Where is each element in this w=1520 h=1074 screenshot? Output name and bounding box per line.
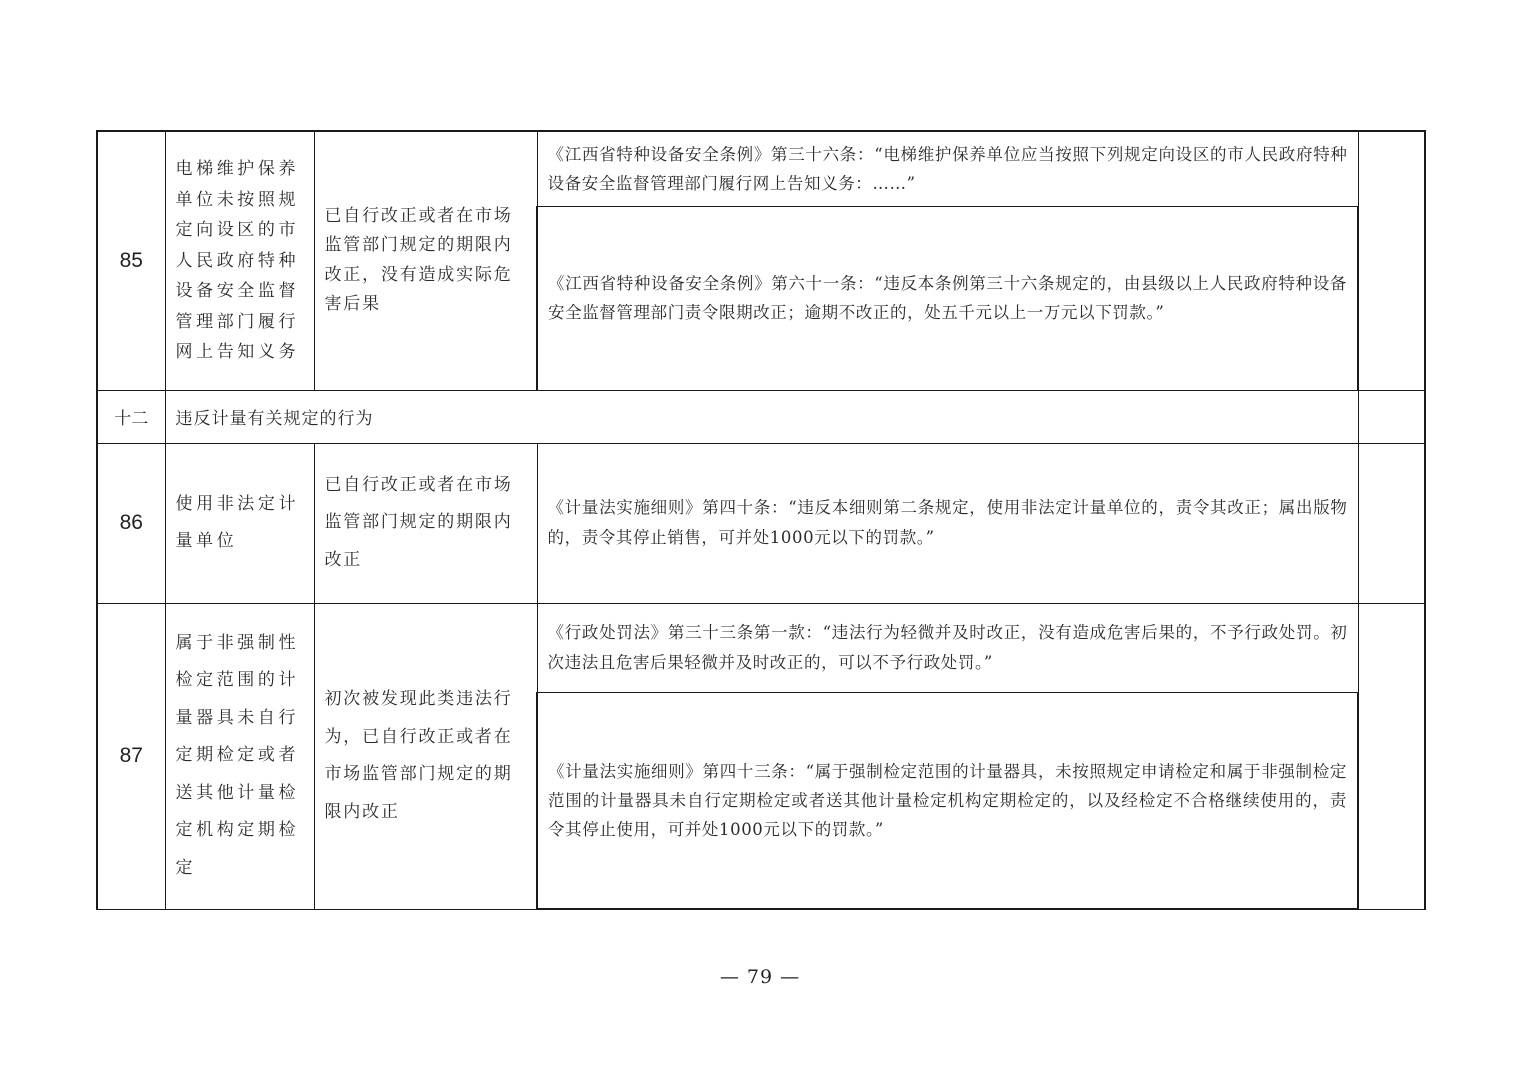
violation-name: 使用非法定计量单位 — [165, 443, 314, 603]
remark-cell — [1358, 603, 1425, 909]
section-number: 十二 — [97, 390, 165, 443]
table-row — [97, 443, 1425, 603]
section-row — [97, 390, 1425, 443]
row-number: 85 — [97, 131, 165, 390]
legal-basis: 《江西省特种设备安全条例》第三十六条：“电梯维护保养单位应当按照下列规定向设区的市人民政府特种设备安全监督管理部门履行网上告知义务：……” — [537, 131, 1358, 206]
exemption-condition: 已自行改正或者在市场监管部门规定的期限内改正，没有造成实际危害后果 — [314, 131, 537, 390]
exemption-condition: 初次被发现此类违法行为，已自行改正或者在市场监管部门规定的期限内改正 — [314, 603, 537, 909]
row-number: 87 — [97, 603, 165, 909]
row-number: 86 — [97, 443, 165, 603]
legal-basis: 《计量法实施细则》第四十三条：“属于强制检定范围的计量器具，未按照规定申请检定和属于非强制检定范围的计量器具未自行定期检定或者送其他计量检定机构定期检定的，以及经检定不合格继续使用的，责令其停止使用，可并处1000元以下的罚款。” — [537, 692, 1358, 909]
remark-cell — [1358, 443, 1425, 603]
legal-basis: 《江西省特种设备安全条例》第六十一条：“违反本条例第三十六条规定的，由县级以上人民政府特种设备安全监督管理部门责令限期改正；逾期不改正的，处五千元以上一万元以下罚款。” — [537, 206, 1358, 390]
exemption-condition: 已自行改正或者在市场监管部门规定的期限内改正 — [314, 443, 537, 603]
violation-name: 电梯维护保养单位未按照规定向设区的市人民政府特种设备安全监督管理部门履行网上告知义务 — [165, 131, 314, 390]
penalty-exemption-table — [96, 130, 1426, 910]
legal-basis: 《计量法实施细则》第四十条：“违反本细则第二条规定，使用非法定计量单位的，责令其改正；属出版物的，责令其停止销售，可并处1000元以下的罚款。” — [537, 443, 1358, 603]
page-number: — 79 — — [719, 966, 801, 988]
table-row — [97, 603, 1425, 692]
table-row — [97, 131, 1425, 206]
remark-cell — [1358, 390, 1425, 443]
remark-cell — [1358, 131, 1425, 390]
section-title: 违反计量有关规定的行为 — [165, 390, 1358, 443]
legal-basis: 《行政处罚法》第三十三条第一款：“违法行为轻微并及时改正，没有造成危害后果的，不予行政处罚。初次违法且危害后果轻微并及时改正的，可以不予行政处罚。” — [537, 603, 1358, 692]
violation-name: 属于非强制性检定范围的计量器具未自行定期检定或者送其他计量检定机构定期检定 — [165, 603, 314, 909]
